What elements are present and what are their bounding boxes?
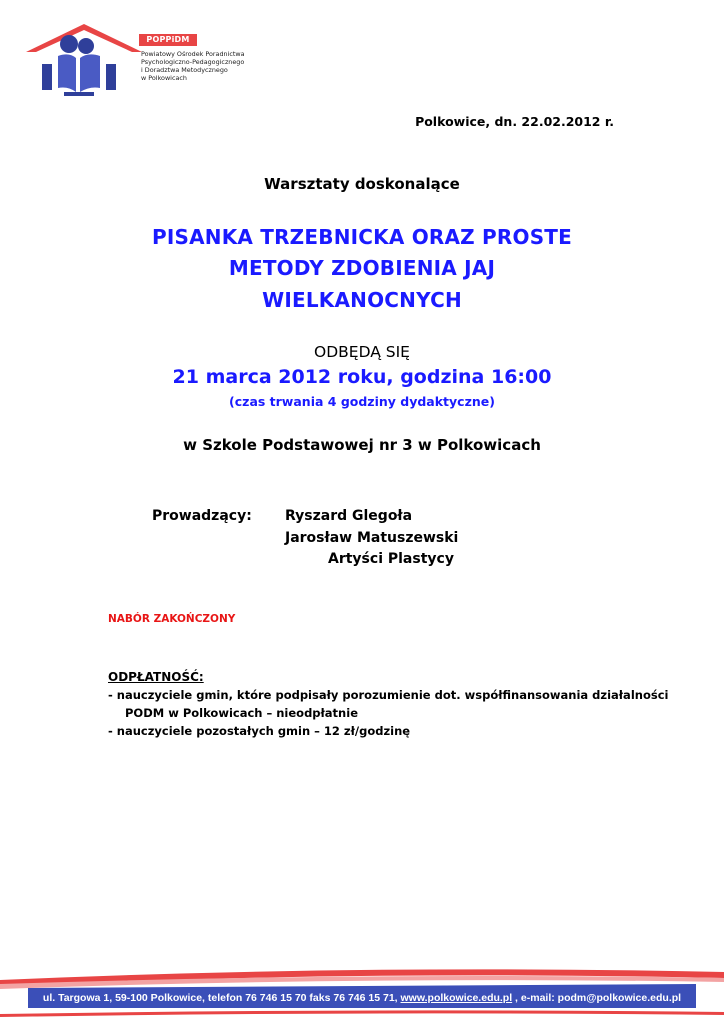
will-take-place-label: ODBĘDĄ SIĘ [314,343,410,361]
reading-children-house-icon [24,22,142,98]
fee-item: - nauczyciele gmin, które podpisały porozumienie dot. współfinansowania działalności [108,688,669,702]
website-link[interactable]: www.polkowice.edu.pl [400,992,513,1004]
logo-badge: POPPiDM [139,34,197,46]
leader-name: Ryszard Glegoła [285,508,413,524]
event-title-line: WIELKANOCNYCH [262,288,462,312]
logo-text-line: i Doradztwa Metodycznego [141,66,228,74]
institution-logo [24,22,245,98]
footer-email-label: , e-mail: [512,992,558,1004]
logo-text-line: Powiatowy Ośrodek Poradnictwa [141,50,245,58]
fee-item-continuation: PODM w Polkowicach – nieodpłatnie [125,706,358,720]
enrollment-status: NABÓR ZAKOŃCZONY [108,613,236,625]
event-subtitle: Warsztaty doskonalące [264,175,460,193]
logo-text-line: w Polkowicach [141,74,187,82]
footer-contact [28,988,696,1008]
leaders-label: Prowadzący: [152,508,252,524]
logo-text-line: Psychologiczno-Pedagogicznego [141,58,245,66]
fee-item: - nauczyciele pozostałych gmin – 12 zł/godzinę [108,724,411,738]
event-title-line: METODY ZDOBIENIA JAJ [228,256,496,280]
leader-name: Jarosław Matuszewski [285,530,459,546]
footer-address: ul. Targowa 1, 59-100 Polkowice, telefon 76 746 15 70 faks 76 746 15 71, [42,992,401,1004]
event-datetime: 21 marca 2012 roku, godzina 16:00 [172,366,552,388]
document-date: Polkowice, dn. 22.02.2012 r. [415,114,614,129]
fees-heading: ODPŁATNOŚĆ: [108,670,204,684]
event-duration: (czas trwania 4 godziny dydaktyczne) [229,394,495,409]
event-title-line: PISANKA TRZEBNICKA ORAZ PROSTE [151,225,573,249]
email-link[interactable]: podm@polkowice.edu.pl [557,992,682,1004]
leader-name: Artyści Plastycy [328,551,454,567]
event-place: w Szkole Podstawowej nr 3 w Polkowicach [183,436,541,454]
